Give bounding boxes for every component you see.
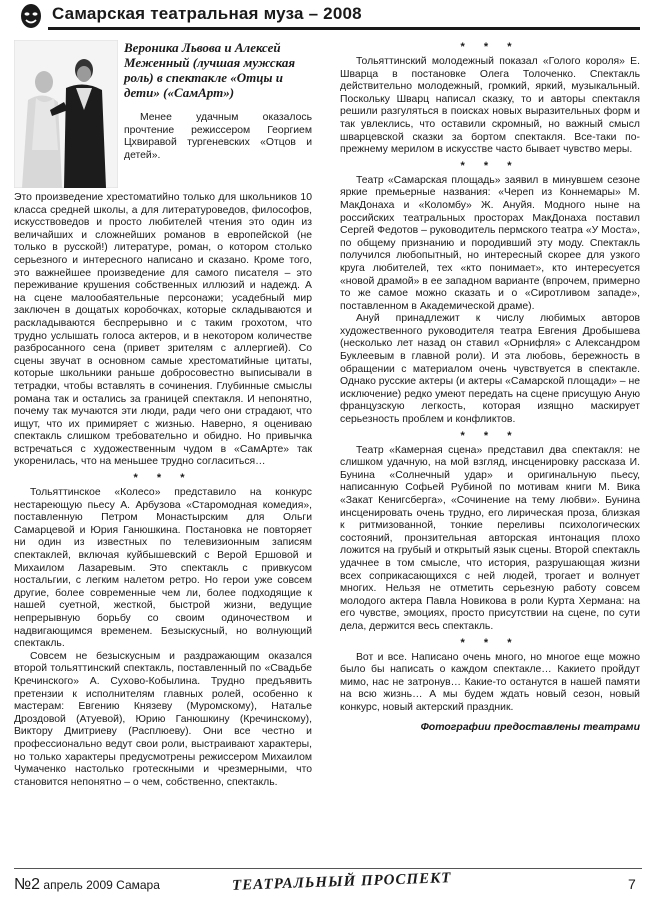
theatre-mask-icon	[18, 3, 44, 29]
photo-caption: Вероника Львова и Алексей Меженный (лучшая мужская роль) в спектакле «Отцы и дети» («СамАрт»)	[124, 40, 296, 100]
paragraph: Вот и все. Написано очень много, но многое еще можно было бы написать о каждом спектакле… Какието пройдут мимо, нас не затронув… Какие-то останутся в нашей памяти на всю жизнь… А мы будем ждать новый сезон, новый конкурс, новый актерский праздник.	[340, 651, 640, 713]
issue-info	[14, 876, 160, 894]
section-separator: * * *	[460, 429, 520, 442]
paragraph: Театр «Камерная сцена» представил два спектакля: не слишком удачную, на мой взгляд, инсценировку рассказа И. Бунина «Солнечный удар» и оригинальную пьесу, написанную Софьей Рубиной по мотивам книги М. Вика «Закат Кенигсберга», «Сочинение на тему любви». Бунина инсценировать очень трудно, его лирическая проза, близкая к ритмизованной, тонкие переливы психологических состояний, пронзительная авторская интонация плохо ложится на грубый и открытый язык сцены. Второй спектакль удачнее в том смысле, что история, разрушающая жизни всех соприкасающихся с ней людей, трогает и волнует многих. Нельзя не отметить серьезную работу совсем молодого актера Павла Новикова в роли Курта Хермана: на его чувстве, эмоциях, просто присутствии на сцене, по сути дела, держится весь спектакль.	[340, 444, 640, 632]
issue-number: №2	[14, 876, 41, 893]
footer-divider	[14, 868, 642, 869]
section-separator: * * *	[460, 636, 520, 649]
photo-credit: Фотографии предоставлены театрами	[420, 720, 640, 733]
left-column-top	[124, 112, 312, 162]
paragraph: Театр «Самарская площадь» заявил в минувшем сезоне яркие премьерные названия: «Череп из Коннемары» М. МакДонаха и «Коломбу» Ж. Ануйя. Модного ныне на российских театральных просторах МакДонаха поставил Сергей Федотов – руководитель пермского театра «У Моста», по общему признанию и породивший эту моду. Спектакль получился любопытный, но интересный скорее для узкого круга любителей, тех «кто понимает», кто интересуется «новой драмой» в ее западном варианте (впрочем, примерно то же самое можно сказать и о «Сиротливом западе», поставленном в Академической драме).	[340, 174, 640, 312]
theatre-photo	[14, 40, 118, 188]
page-header	[0, 0, 656, 30]
section-separator: * * *	[460, 41, 520, 53]
paragraph: Это произведение хрестоматийно только для школьников 10 класса средней школы, а для литературоведов, философов, искусствоведов и просто любителей чтения это один из величайших и сложнейших романов в европейской (не только в русской!) литературе, роман, о котором столько серьезного и интересного написано и сказано. Кроме того, это важнейшее произведение для самого писателя – это переживание крушения собственных иллюзий и надежд. А на сцене малообаятельные персонажи; усадебный мир заключен в дощатых коробочках, которые складываются и раскладываются беспрерывно и с таким грохотом, что трудно услышать голоса актеров, и в некотором количестве разбросанного сена (привет зрителям с аллергией). Со сцены звучат в основном самые хрестоматийные цитаты, которые школьники раньше добросовестно выписывали в тетрадки, чтобы вставлять в сочинения. Глубинные смыслы романа так и остались за границей спектакля. И непонятно, почему так мучаются эти люди, ради чего они страдают, что ищут, что их примиряет с жизнью. Наверно, я оцениваю спектакль слишком требовательно и обидно. Но привычка встречаться с художественным чудом в «СамАрте» так укоренилась, что на меньшее трудно согласиться…	[14, 192, 312, 468]
left-column	[14, 192, 312, 789]
issue-date: апрель 2009 Самара	[43, 878, 160, 892]
page-number: 7	[628, 876, 636, 892]
magazine-logo: ТЕАТРАЛЬНЫЙ ПРОСПЕКТ	[231, 870, 452, 894]
paragraph: Совсем не безыскусным и раздражающим оказался второй тольяттинский спектакль, поставленный по «Свадьбе Кречинского» А. Сухово-Кобылина. Трудно предъявить претензии к исполнителям главных ролей, особенно к мастерам: Евгению Князеву (Муромскому), Наталье Дроздовой (Атуевой), Юрию Ганюшкину (Кречинскому), Виктору Дмитриеву (Расплюеву). Они все честно и профессионально ведут свои роли, выстраивают характеры, но только характеры предусмотрены режиссером Михаилом Чумаченко настолько гротескными и чрезмерными, что становится непонятно – о чем, собственно, спектакль.	[14, 650, 312, 788]
paragraph: Тольяттинское «Колесо» представило на конкурс нестареющую пьесу А. Арбузова «Старомодная комедия», поставленную Петром Монастырским для Ольги Самарцевой и Юрия Ганюшкина. Постановка не повторяет ни один из известных по телевизионным записям спектаклей, включая куйбышевский с Верой Ершовой и Михаилом Лазаревым. Это спектакль с привкусом ностальгии, с легким налетом ретро. Но герои уже совсем другие, более современные чем ли, более подходящие к нашей суетной, жесткой, быстрой жизни, ведущие непрерывную борьбу со своим одиночеством и надвигающимся временем. Безыскусный, но волнующий спектакль.	[14, 487, 312, 650]
section-separator: * * *	[133, 472, 193, 485]
section-title: Самарская театральная муза – 2008	[52, 4, 362, 23]
header-divider	[48, 27, 640, 30]
section-separator: * * *	[460, 159, 520, 172]
paragraph: Менее удачным оказалось прочтение режиссером Георгием Цхвиравой тургеневских «Отцов и детей».	[124, 112, 312, 161]
right-column	[340, 38, 640, 733]
paragraph: Тольяттинский молодежный показал «Голого короля» Е. Шварца в постановке Олега Толоченко. Спектакль действительно молодежный, громкий, яркий, музыкальный. Поскольку Шварц написал сказку, то и авторы спектакля решили разгуляться в поисках новых выразительных форм и так увлеклись, что оставили скромный, но важный смысл шварцевской сказки за бортом спектакля. Все-таки по-прежнему мерилом в искусстве часто бывает чувство меры.	[340, 56, 640, 156]
page-footer	[0, 868, 656, 900]
paragraph: Ануй принадлежит к числу любимых авторов художественного руководителя театра Евгения Дробышева (несколько лет назад он ставил «Орнифля» с Александром Буклеевым в главной роли). И эта любовь, бережность в обращении с материалом очень чувствуется в спектакле. Однако русские актеры (и актеры «Самарской площади» – не исключение) редко умеют передать на сцене присущую Аную французскую легкость, которая изящно маскирует серьезность проблем и конфликтов.	[340, 313, 640, 426]
